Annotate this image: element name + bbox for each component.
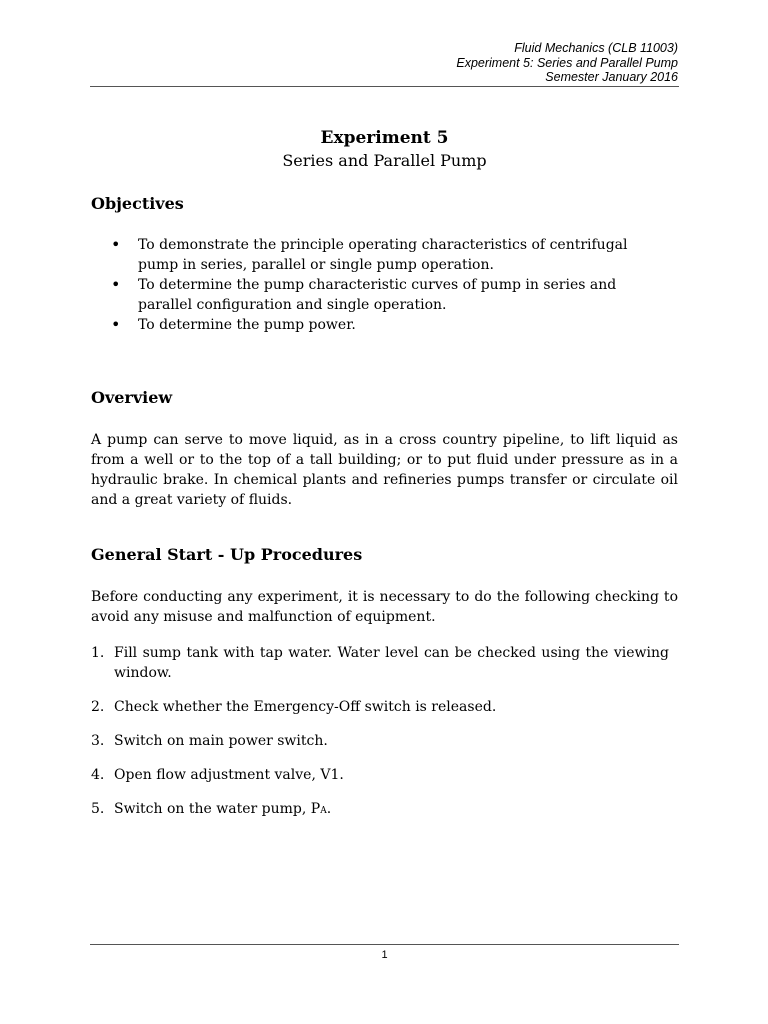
step-number: 2. [91,699,105,715]
step-number: 4. [91,767,105,783]
step-text: Switch on main power switch. [114,733,328,749]
step-text: Open flow adjustment valve, V1. [114,767,344,783]
list-item [111,315,671,335]
startup-steps [91,643,669,835]
step-text: Fill sump tank with tap water. Water level can be checked using the viewing window. [114,645,669,681]
objective-text: To demonstrate the principle operating characteristics of centrifugal pump in series, parallel or single pump operation. [138,237,628,273]
startup-heading: General Start - Up Procedures [91,545,363,564]
header-semester: Semester January 2016 [545,70,678,84]
bullet-icon: • [111,275,121,294]
list-item [91,765,669,785]
step-text: Switch on the water pump, P [114,801,321,817]
header-experiment: Experiment 5: Series and Parallel Pump [456,55,678,70]
objectives-heading: Objectives [91,194,184,213]
bullet-icon: • [111,235,121,254]
list-item [91,731,669,751]
header-divider [90,86,679,87]
step-number: 3. [91,733,105,749]
document-subtitle: Series and Parallel Pump [282,151,487,170]
bullet-icon: • [111,315,121,334]
list-item [91,697,669,717]
step-text: Check whether the Emergency-Off switch is released. [114,699,497,715]
objective-text: To determine the pump characteristic curves of pump in series and parallel configuration and single operation. [138,277,617,313]
step-number: 1. [91,645,105,661]
list-item [111,235,671,275]
step-suffix: . [326,801,332,817]
list-item [91,643,669,683]
step-subscript: A [320,806,327,816]
page-header [456,41,678,85]
overview-heading: Overview [91,388,173,407]
objectives-list [111,235,671,335]
startup-intro: Before conducting any experiment, it is necessary to do the following checking to avoid any misuse and malfunction of equipment. [91,589,678,625]
header-course: Fluid Mechanics (CLB 11003) [514,41,678,55]
overview-paragraph: A pump can serve to move liquid, as in a cross country pipeline, to lift liquid as from a well or to the top of a tall building; or to put fluid under pressure as in a hydraulic brake. In chemical plants and refineries pumps transfer or circulate oil and a great variety of fluids. [91,432,678,508]
objective-text: To determine the pump power. [138,317,356,333]
step-number: 5. [91,801,105,817]
footer-divider [90,944,679,945]
list-item [91,799,669,821]
list-item [111,275,671,315]
document-title: Experiment 5 [320,128,449,148]
page-number: 1 [381,949,388,961]
